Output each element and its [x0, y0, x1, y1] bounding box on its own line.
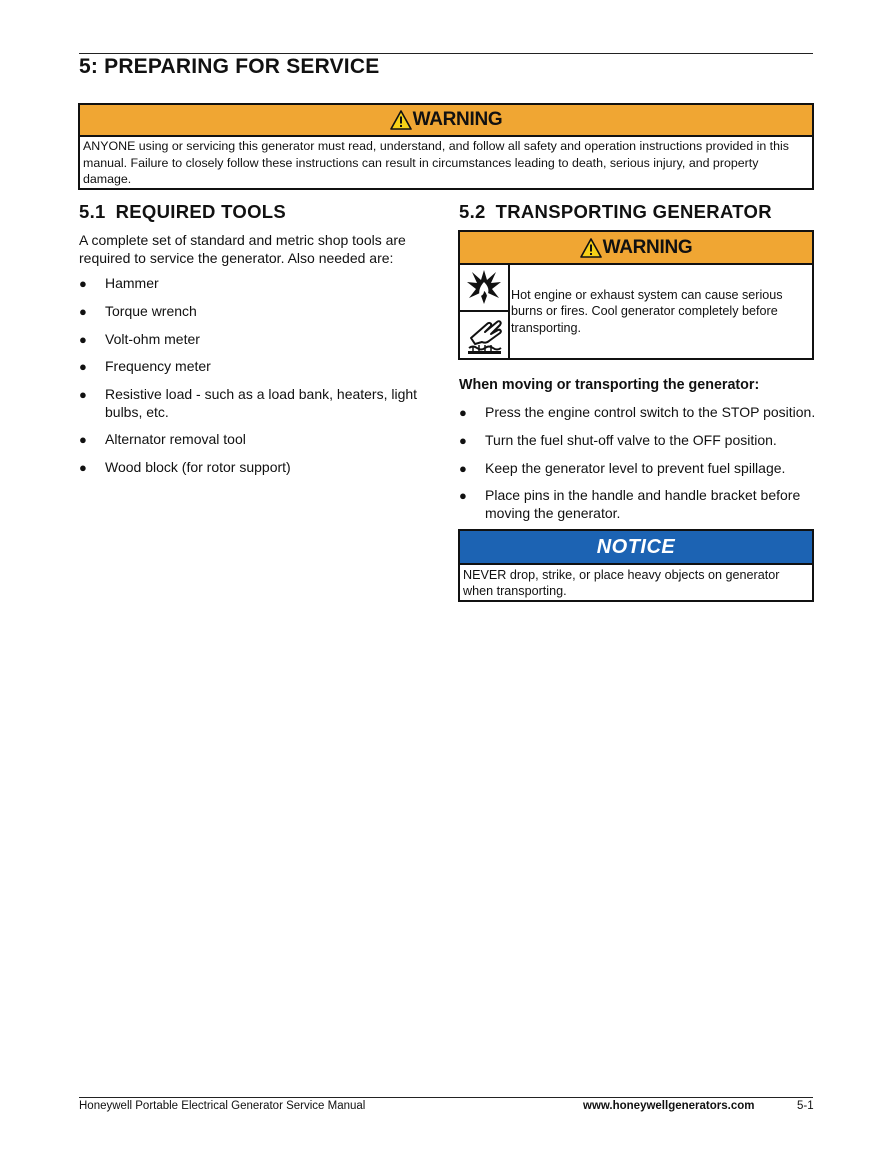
list-item: ● Place pins in the handle and handle bracket before moving the generator. [459, 487, 801, 521]
warning-triangle-icon [390, 110, 412, 130]
list-item: ● Volt-ohm meter [79, 330, 200, 347]
list-item: ● Frequency meter [79, 358, 211, 375]
list-item: ● Turn the fuel shut-off valve to the OFF position. [459, 431, 777, 448]
footer-manual-title: Honeywell Portable Electrical Generator Service Manual [79, 1100, 366, 1112]
notice-box [458, 529, 814, 602]
bullet-icon: ● [459, 460, 467, 476]
bullet-icon: ● [79, 359, 87, 375]
bullet-icon: ● [459, 405, 467, 420]
list-item: ● Keep the generator level to prevent fuel spillage. [459, 459, 786, 476]
transport-warning-box [458, 230, 814, 360]
main-warning-box [78, 103, 814, 190]
warning-label: WARNING [412, 109, 503, 130]
section-heading-required-tools [79, 201, 286, 223]
hot-surface-hand-icon [460, 310, 508, 359]
tools-intro-paragraph: A complete set of standard and metric shop tools are required to service the generator. Also needed are: [79, 232, 406, 266]
warning-label: WARNING [602, 236, 693, 258]
list-item: ● Resistive load - such as a load bank, heaters, light bulbs, etc. [79, 386, 418, 420]
footer-rule [79, 1097, 813, 1098]
transport-steps-list [459, 404, 819, 533]
notice-text: NEVER drop, strike, or place heavy objects on generator when transporting. [463, 568, 780, 598]
footer-page-number: 5-1 [797, 1100, 814, 1112]
section-number: 5.2 [459, 201, 486, 222]
fire-explosion-icon [460, 263, 508, 310]
notice-header: NOTICE [460, 531, 812, 565]
list-item: ● Press the engine control switch to the STOP position. [459, 404, 816, 420]
section-title: REQUIRED TOOLS [115, 201, 286, 222]
warning-triangle-icon [580, 238, 602, 258]
bullet-icon: ● [79, 303, 87, 319]
transport-subheading: When moving or transporting the generator: [459, 377, 760, 393]
footer-url: www.honeywellgenerators.com [583, 1100, 755, 1112]
warning-header [460, 232, 812, 265]
list-item: ● Alternator removal tool [79, 431, 246, 448]
list-item: ● Torque wrench [79, 302, 197, 319]
bullet-icon: ● [79, 387, 87, 403]
bullet-icon: ● [459, 488, 467, 504]
warning-text: Hot engine or exhaust system can cause serious burns or fires. Cool generator completely before transporting. [511, 288, 783, 335]
bullet-icon: ● [79, 276, 87, 291]
section-title: TRANSPORTING GENERATOR [495, 201, 772, 222]
section-number: 5.1 [79, 201, 106, 222]
warning-header [80, 105, 812, 137]
tools-list [79, 275, 429, 487]
list-item: ● Hammer [79, 275, 159, 291]
bullet-icon: ● [79, 460, 87, 476]
chapter-title: 5: PREPARING FOR SERVICE [79, 55, 380, 78]
list-item: ● Wood block (for rotor support) [79, 459, 291, 476]
hazard-icon-column [460, 263, 510, 358]
bullet-icon: ● [79, 331, 87, 347]
top-rule [79, 53, 813, 54]
bullet-icon: ● [459, 432, 467, 448]
section-heading-transporting-generator [459, 201, 772, 223]
bullet-icon: ● [79, 432, 87, 448]
warning-text: ANYONE using or servicing this generator must read, understand, and follow all safety and operation instructions provided in this manual. Failure to closely follow these instructions can result in circumstances leading to death, serious injury, and property damage. [83, 139, 789, 186]
